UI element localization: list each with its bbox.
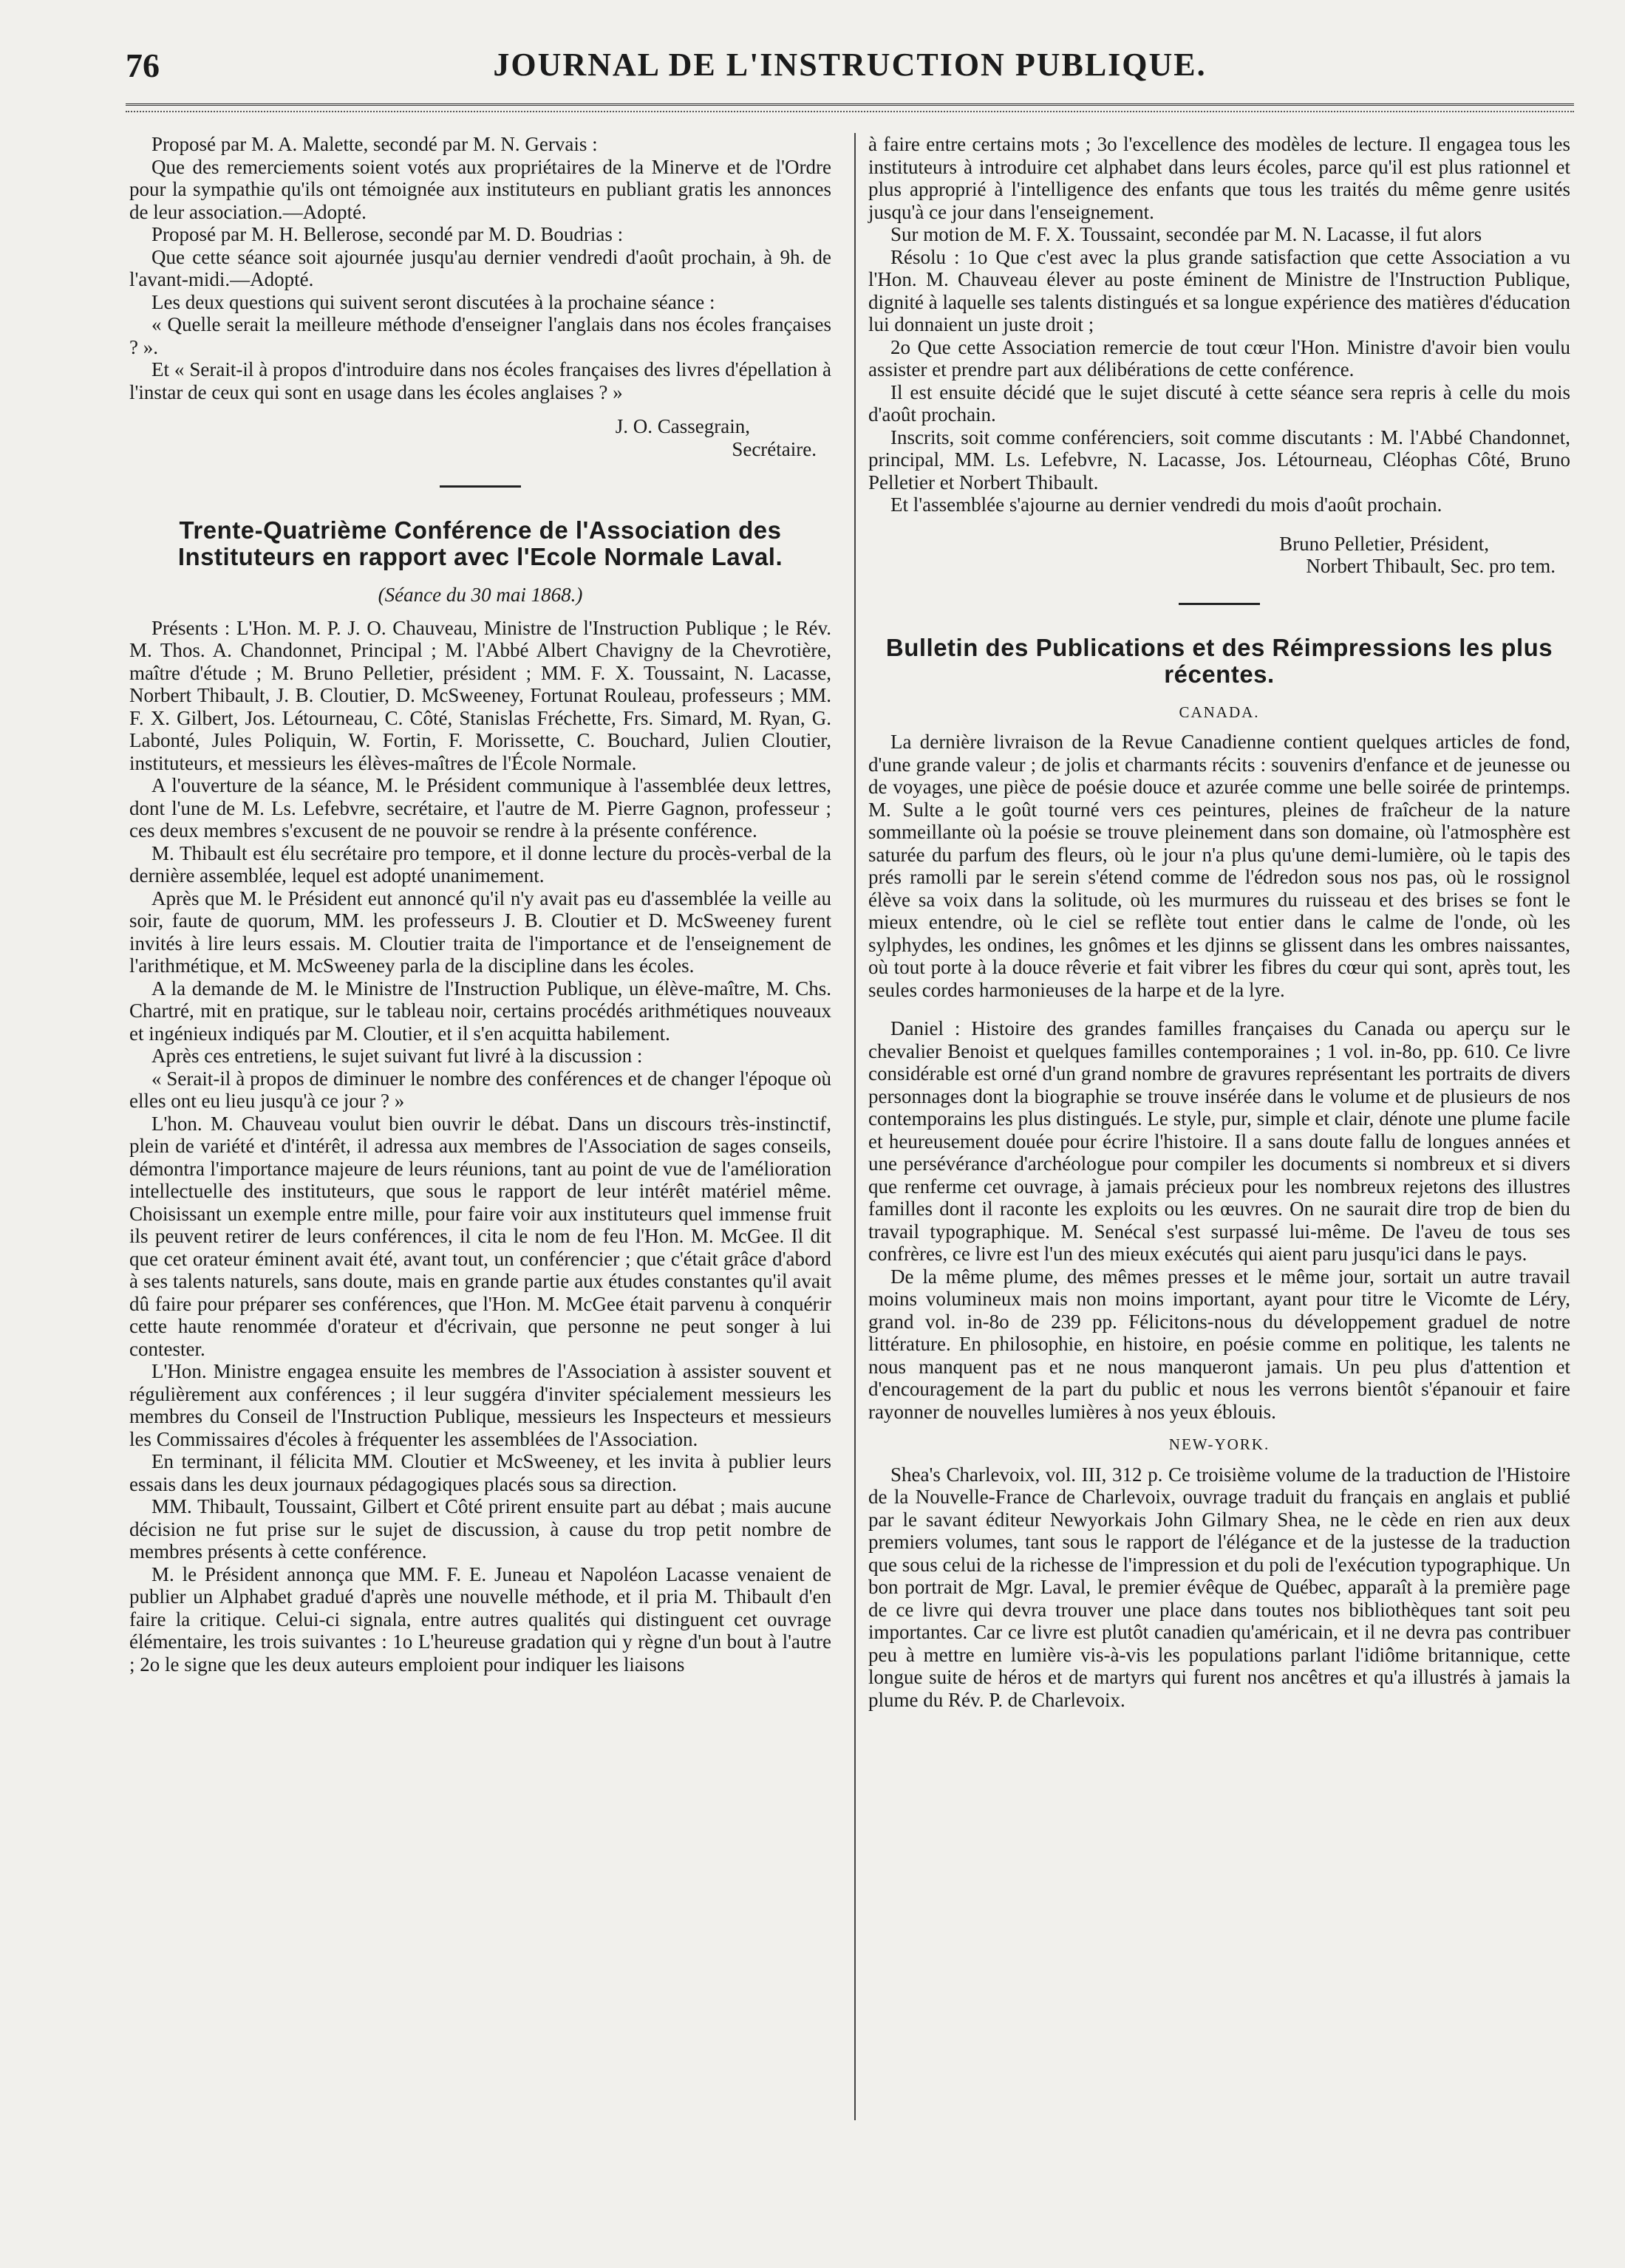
paragraph: MM. Thibault, Toussaint, Gilbert et Côté prirent ensuite part au débat ; mais aucune décision ne fut prise sur le sujet de discussion, à cause du trop petit nombre de membres présents à cette conférence. [129, 1495, 831, 1562]
signature-president: Bruno Pelletier, Président, [1279, 532, 1489, 555]
paragraph: Sur motion de M. F. X. Toussaint, secondée par M. N. Lacasse, il fut alors [890, 223, 1482, 245]
paragraph: Inscrits, soit comme conférenciers, soit comme discutants : M. l'Abbé Chandonnet, principal, MM. Ls. Lefebvre, N. Lacasse, Jos. Létourneau, Cléophas Côté, Bruno Pelletier et Norbert Thibault. [868, 426, 1570, 493]
paragraph: La dernière livraison de la Revue Canadienne contient quelques articles de fond, d'une grande valeur ; de jolis et charmants récits : souvenirs d'enfance et de jeunesse ou de voyages, une pièce de poésie douce et azurée comme une belle soirée de printemps. M. Sulte a le goût tourné vers ces peintures, pleines de fraîcheur de la nature sommeillante où la poésie se trouve pleinement dans son domaine, où l'atmosphère est saturée du parfum des fleurs, où le jour n'a plus qu'une demi-lumière, où le tapis des prés ramolli par le serein s'étend comme de l'édredon sous nos pas, où le rossignol élève sa voix dans la solitude, où les murmures du ruisseau et des brises se font le mieux entendre, où le ciel se reflète tout entier dans le calme de l'onde, où les sylphydes, les ondines, les gnômes et les djinns se glissent dans les ombres naissantes, où tout porte à la douce rêverie et fait vibrer les fibres du cœur qui sont, après tout, les seules cordes harmonieuses de la harpe et de la lyre. [868, 731, 1570, 1001]
header-rule [126, 103, 1574, 106]
paragraph: « Serait-il à propos de diminuer le nombre des conférences et de changer l'époque où elles ont eu lieu jusqu'à ce jour ? » [129, 1067, 831, 1112]
paragraph: Et « Serait-il à propos d'introduire dans nos écoles françaises des livres d'épellation à l'instar de ceux qui sont en usage dans les écoles anglaises ? » [129, 358, 831, 403]
section-title: Trente-Quatrième Conférence de l'Association des Instituteurs en rapport avec l'Ecole Normale Laval. [177, 516, 783, 570]
column-divider [854, 133, 856, 2120]
paragraph: Daniel : Histoire des grandes familles françaises du Canada ou aperçu sur le chevalier Benoist et quelques familles contemporaines ; 1 vol. in-8o, pp. 610. Ce livre considérable est orné d'un grand nombre de gravures représentant les portraits de divers personnages dont la biographie se trouve insérée dans le volume et de plusieurs de nos contemporains les plus distingués. Le style, pur, simple et clair, dénote une plume facile et heureusement douée pour écrire l'histoire. Il a sans doute fallu de longues années et une persévérance d'archéologue pour compiler les documents si nombreux et si divers que renferme cet ouvrage, à jamais précieux pour les nombreux rejetons des illustres familles dont il raconte les exploits ou les œuvres. On ne saurait dire trop de bien du travail typographique. M. Senécal s'est surpassé lui-même. De l'aveu de tous ses confrères, ce livre est l'un des mieux exécutés qui aient paru jusqu'ici dans le pays. [868, 1017, 1570, 1265]
page-header [126, 46, 1574, 105]
page-number: 76 [126, 47, 160, 84]
paragraph: « Quelle serait la meilleure méthode d'enseigner l'anglais dans nos écoles françaises ? ». [129, 313, 831, 358]
paragraph: A la demande de M. le Ministre de l'Instruction Publique, un élève-maître, M. Chs. Chartré, mit en pratique, sur le tableau noir, certains procédés arithmétiques nouveaux et ingénieux indiqués par M. Cloutier, et il s'en acquitta habilement. [129, 977, 831, 1045]
paragraph: Résolu : 1o Que c'est avec la plus grande satisfaction que cette Association a vu l'Hon. M. Chauveau élever au poste éminent de Ministre de l'Instruction Publique, dignité à laquelle ses talents distingués et sa longue expérience des matières d'éducation lui donnaient un juste droit ; [868, 245, 1570, 335]
right-column [868, 133, 1570, 1711]
paragraph: Présents : L'Hon. M. P. J. O. Chauveau, Ministre de l'Instruction Publique ; le Rév. M. Thos. A. Chandonnet, Principal ; M. l'Abbé Albert Chavigny de la Chevrotière, maître d'étude ; M. Bruno Pelletier, président ; MM. F. X. Toussaint, N. Lacasse, Norbert Thibault, J. B. Cloutier, D. McSweeney, Fortunat Rouleau, professeurs ; MM. F. X. Gilbert, Jos. Létourneau, C. Côté, Stanislas Fréchette, Frs. Simard, M. Ryan, G. Labonté, Jules Poliquin, W. Fortin, F. Morissette, C. Bouchard, Julien Cloutier, instituteurs, et messieurs les élèves-maîtres de l'École Normale. [129, 616, 831, 774]
paragraph: Après ces entretiens, le sujet suivant fut livré à la discussion : [151, 1045, 643, 1067]
paragraph: L'hon. M. Chauveau voulut bien ouvrir le débat. Dans un discours très-instinctif, plein de variété et d'intérêt, il adressa aux membres de l'Association de sages conseils, démontra l'importance majeure de leurs réunions, tant au point de vue de l'amélioration intellectuelle des instituteurs, que sous le rapport de leur intérêt matériel même. Choisissant un exemple entre mille, pour faire voir aux instituteurs quel immense fruit ils peuvent retirer de leurs conférences, il cita le nom de feu l'Hon. M. McGee. Il dit que cet orateur éminent avait été, avant tout, un conférencier ; que c'était grâce d'abord à ses talents naturels, sans doute, mais en grande partie aux études constantes qu'il avait dû faire pour préparer ses conférences, que l'Hon. M. McGee était parvenu à conquérir cette haute renommée d'orateur et d'écrivain, que personne ne peut songer à lui contester. [129, 1112, 831, 1360]
subheading-canada: CANADA. [1179, 703, 1260, 721]
signature-secretary: Norbert Thibault, Sec. pro tem. [1306, 555, 1556, 577]
paragraph: Shea's Charlevoix, vol. III, 312 p. Ce troisième volume de la traduction de l'Histoire de la Nouvelle-France de Charlevoix, ouvrage traduit du français en anglais et publié par le savant éditeur Newyorkais John Gilmary Shea, ne le cède en rien aux deux premiers volumes, tant sous le rapport de l'élégance et de la justesse de la traduction que sous celui de la richesse de l'impression et du poli de l'exécution typographique. Un bon portrait de Mgr. Laval, le premier évêque de Québec, apparaît à la première page de ce livre qui devra trouver une place dans toutes nos bibliothèques tant soit peu importantes. Car ce livre est plutôt canadien qu'américain, et il ne devra pas contribuer peu à mettre en lumière vis-à-vis les populations parlant l'idiôme britannique, cette longue suite de héros et de martyrs qui furent nos ancêtres et qu'a illustrés à jamais la plume du Rév. P. de Charlevoix. [868, 1463, 1570, 1711]
meeting-date: (Séance du 30 mai 1868.) [378, 584, 583, 606]
header-rule-dotted [126, 111, 1574, 112]
signature-name: J. O. Cassegrain, [615, 415, 750, 437]
paragraph: De la même plume, des mêmes presses et le même jour, sortait un autre travail moins volumineux mais non moins important, ayant pour titre le Vicomte de Léry, grand vol. in-8o de 239 pp. Félicitons-nous du développement graduel de notre littérature. En philosophie, en histoire, en poésie comme en politique, les talents ne nous manquent pas et ne nous manqueront jamais. Un peu plus d'attention et d'encouragement de la part du public et nous les verrons bientôt s'épanouir et faire rayonner de nouvelles lumières à nos yeux éblouis. [868, 1265, 1570, 1423]
paragraph: M. le Président annonça que MM. F. E. Juneau et Napoléon Lacasse venaient de publier un Alphabet gradué d'après une nouvelle méthode, et il pria M. Thibault d'en faire la critique. Celui-ci signala, entre autres qualités qui distinguent cet ouvrage élémentaire, les trois suivantes : 1o L'heureuse gradation qui y règne d'un bout à l'autre ; 2o le signe que les deux auteurs emploient pour indiquer les liaisons [129, 1562, 831, 1676]
paragraph: Proposé par M. H. Bellerose, secondé par M. D. Boudrias : [151, 223, 624, 245]
running-title: JOURNAL DE L'INSTRUCTION PUBLIQUE. [493, 47, 1207, 83]
signature-role: Secrétaire. [732, 437, 817, 460]
subheading-newyork: NEW-YORK. [1168, 1435, 1270, 1453]
paragraph: Et l'assemblée s'ajourne au dernier vendredi du mois d'août prochain. [890, 493, 1442, 516]
paragraph: Les deux questions qui suivent seront discutées à la prochaine séance : [151, 290, 715, 313]
section-title: Bulletin des Publications et des Réimpressions les plus récentes. [885, 633, 1553, 688]
paragraph: Que cette séance soit ajournée jusqu'au dernier vendredi d'août prochain, à 9h. de l'avant-midi.—Adopté. [129, 245, 831, 290]
paragraph: Il est ensuite décidé que le sujet discuté à cette séance sera repris à celle du mois d'août prochain. [868, 380, 1570, 426]
paragraph: L'Hon. Ministre engagea ensuite les membres de l'Association à assister souvent et régulièrement aux conférences ; il leur suggéra d'inviter spécialement messieurs les membres du Conseil de l'Instruction Publique, messieurs les Inspecteurs et messieurs les Commissaires d'écoles à fréquenter les assemblées de l'Association. [129, 1360, 831, 1450]
paragraph: 2o Que cette Association remercie de tout cœur l'Hon. Ministre d'avoir bien voulu assister et prendre part aux délibérations de cette conférence. [868, 335, 1570, 380]
left-column [129, 133, 831, 1676]
section-divider [440, 485, 521, 488]
paragraph: Proposé par M. A. Malette, secondé par M. N. Gervais : [151, 133, 598, 155]
paragraph: Que des remerciements soient votés aux propriétaires de la Minerve et de l'Ordre pour la sympathie qu'ils ont témoignée aux instituteurs en publiant gratis les annonces de leur association.—Adopté. [129, 155, 831, 223]
paragraph: A l'ouverture de la séance, M. le Président communique à l'assemblée deux lettres, dont l'une de M. Ls. Lefebvre, secrétaire, et l'autre de M. Pierre Gagnon, professeur ; ces deux membres s'excusent de ne pouvoir se rendre à la présente conférence. [129, 774, 831, 841]
paragraph: à faire entre certains mots ; 3o l'excellence des modèles de lecture. Il engagea tous les instituteurs à introduire cet alphabet dans leurs écoles, parce qu'il est plus rationnel et plus approprié à l'intelligence des enfants que tous les traités du même genre usités jusqu'à ce jour dans l'enseignement. [868, 133, 1570, 223]
paragraph: M. Thibault est élu secrétaire pro tempore, et il donne lecture du procès-verbal de la dernière assemblée, lequel est adopté unanimement. [129, 841, 831, 887]
paragraph: En terminant, il félicita MM. Cloutier et McSweeney, et les invita à publier leurs essais dans les deux journaux pédagogiques placés sous sa direction. [129, 1450, 831, 1495]
paragraph: Après que M. le Président eut annoncé qu'il n'y avait pas eu d'assemblée la veille au soir, faute de quorum, MM. les professeurs J. B. Cloutier et D. McSweeney furent invités à lire leurs essais. M. Cloutier traita de l'importance et de l'enseignement de l'arithmétique, et M. McSweeney parla de la discipline dans les écoles. [129, 887, 831, 977]
section-divider [1179, 603, 1260, 605]
